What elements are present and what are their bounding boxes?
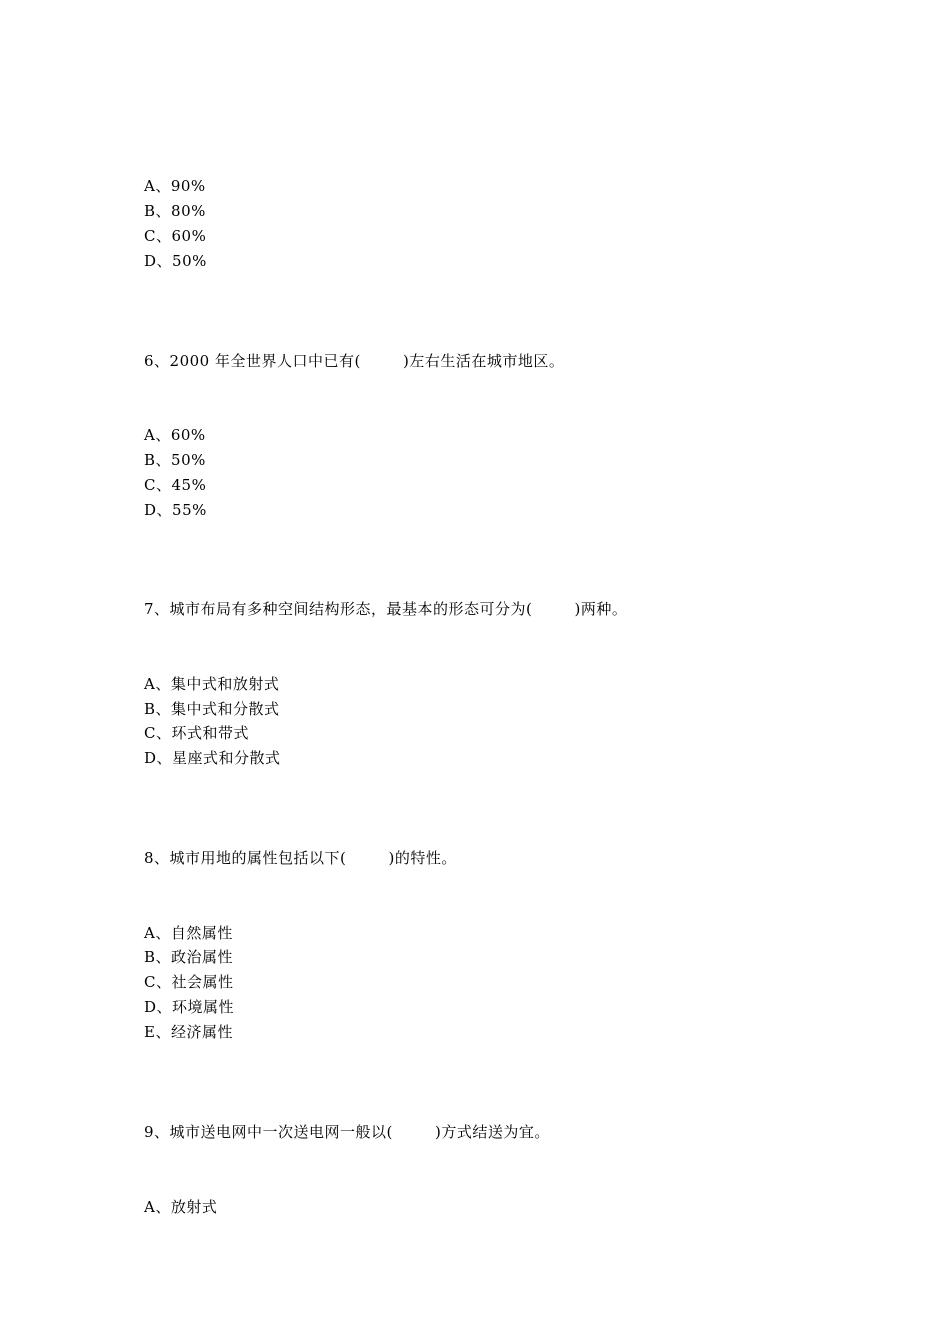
q8-option-d: D、环境属性: [144, 998, 235, 1016]
question-6: 6、2000 年全世界人口中已有( )左右生活在城市地区。: [144, 352, 565, 370]
q6-option-d: D、55%: [144, 501, 207, 519]
q6-option-c: C、45%: [144, 476, 207, 494]
q8-option-a: A、自然属性: [144, 924, 233, 942]
q5-option-a: A、90%: [144, 177, 206, 195]
q5-option-d: D、50%: [144, 252, 207, 270]
q7-option-c: C、环式和带式: [144, 724, 249, 742]
q7-option-a: A、集中式和放射式: [144, 675, 280, 693]
q8-option-b: B、政治属性: [144, 948, 234, 966]
q8-option-e: E、经济属性: [144, 1023, 233, 1041]
q7-option-d: D、星座式和分散式: [144, 749, 281, 767]
q5-option-b: B、80%: [144, 202, 206, 220]
q6-option-b: B、50%: [144, 451, 206, 469]
question-9: 9、城市送电网中一次送电网一般以( )方式结送为宜。: [144, 1123, 550, 1141]
question-8: 8、城市用地的属性包括以下( )的特性。: [144, 849, 457, 867]
q9-option-a: A、放射式: [144, 1198, 218, 1216]
q5-option-c: C、60%: [144, 227, 207, 245]
q6-option-a: A、60%: [144, 426, 206, 444]
q8-option-c: C、社会属性: [144, 973, 234, 991]
question-7: 7、城市布局有多种空间结构形态，最基本的形态可分为( )两种。: [144, 600, 628, 618]
q7-option-b: B、集中式和分散式: [144, 700, 280, 718]
